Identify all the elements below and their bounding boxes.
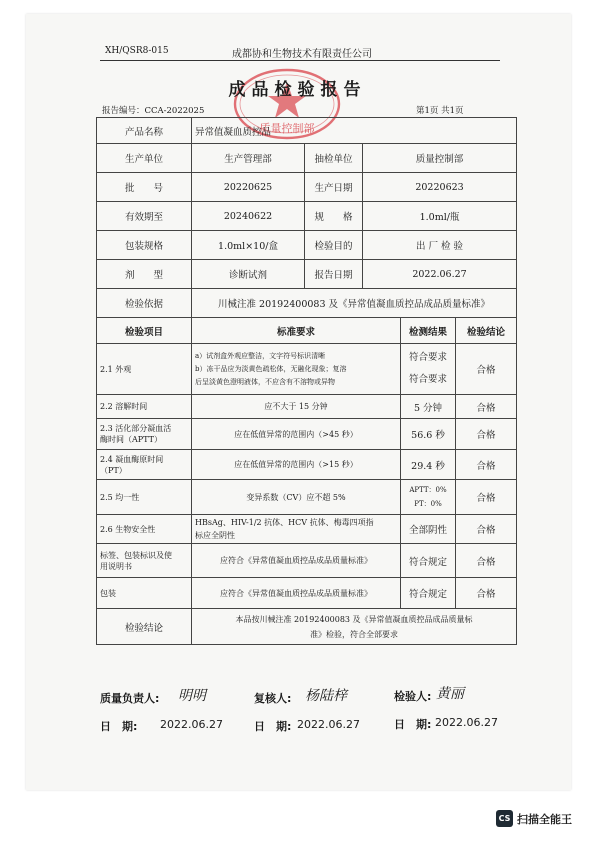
camscanner-app-name: 扫描全能王 [517,813,572,826]
row-label-conclusion: 合格 [456,544,517,578]
row-dissolve-item: 2.2 溶解时间 [97,395,192,419]
report-title: 成品检验报告 [228,80,367,100]
header-divider [100,60,500,61]
col-header-conclusion: 检验结论 [456,318,517,344]
date-value-2: 2022.06.27 [297,718,360,731]
row-dissolve-req: 应不大于 15 分钟 [192,395,401,419]
row-packaging-item: 包装 [97,578,192,609]
final-conclusion-text: 本品按川械注准 20192400083 及《异常值凝血质控品成品质量标 准》检验，符合全部要求 [192,609,517,645]
row-pt-conclusion: 合格 [456,450,517,480]
row-label-req: 应符合《异常值凝血质控品成品质量标准》 [192,544,401,578]
col-header-requirement: 标准要求 [192,318,401,344]
date-value-3: 2022.06.27 [435,716,498,729]
quality-head-label: 质量负责人: [100,692,160,705]
row-biosafety-req: HBsAg、HIV-1/2 抗体、HCV 抗体、梅毒四项指 标应全阴性 [192,515,401,544]
row-appearance-conclusion: 合格 [456,344,517,395]
sampler-label: 抽检单位 [305,144,363,173]
row-uniformity-req: 变异系数（CV）应不超 5% [192,480,401,515]
quality-head-signature: 明明 [178,688,206,704]
form-value: 诊断试剂 [192,260,305,289]
row-biosafety-conclusion: 合格 [456,515,517,544]
row-uniformity-item: 2.5 均一性 [97,480,192,515]
batch-label: 批 号 [97,173,192,202]
date-label-2: 日 期: [254,720,292,733]
purpose-value: 出 厂 检 验 [363,231,517,260]
row-aptt-conclusion: 合格 [456,419,517,450]
camscanner-logo-icon: CS [496,810,513,827]
row-label-res: 符合规定 [401,544,456,578]
basis-value: 川械注准 20192400083 及《异常值凝血质控品成品质量标准》 [192,289,517,318]
row-dissolve-res: 5 分钟 [401,395,456,419]
page-number: 第1页 共1页 [416,106,464,116]
inspection-table [96,117,517,645]
row-aptt-req: 应在低值异常的范围内（>45 秒） [192,419,401,450]
purpose-label: 检验目的 [305,231,363,260]
reviewer-label: 复核人: [254,692,292,705]
pack-spec-value: 1.0ml×10/盒 [192,231,305,260]
product-name-value: 异常值凝血质控品 [192,118,517,144]
row-pt-res: 29.4 秒 [401,450,456,480]
row-biosafety-res: 全部阴性 [401,515,456,544]
pack-spec-label: 包装规格 [97,231,192,260]
col-header-item: 检验项目 [97,318,192,344]
producer-label: 生产单位 [97,144,192,173]
date-value-1: 2022.06.27 [160,718,223,731]
reviewer-signature: 杨陆梓 [305,688,347,704]
row-biosafety-item: 2.6 生物安全性 [97,515,192,544]
row-uniformity-conclusion: 合格 [456,480,517,515]
row-pt-item: 2.4 凝血酶原时间 （PT） [97,450,192,480]
expiry-value: 20240622 [192,202,305,231]
report-date-label: 报告日期 [305,260,363,289]
batch-value: 20220625 [192,173,305,202]
col-header-result: 检测结果 [401,318,456,344]
row-uniformity-res: APTT：0% PT：0% [401,480,456,515]
inspector-label: 检验人: [394,690,432,703]
row-appearance-req: a）试剂盒外观应整洁，文字符号标识清晰 b）冻干品应为淡黄色疏松体，无融化现象；复溶 后呈淡黄色澄明液体，不应含有不溶物或异物 [192,344,401,395]
row-packaging-conclusion: 合格 [456,578,517,609]
final-conclusion-label: 检验结论 [97,609,192,645]
doc-code: XH/QSR8-015 [105,46,169,56]
row-packaging-req: 应符合《异常值凝血质控品成品质量标准》 [192,578,401,609]
company-name: 成都协和生物技术有限责任公司 [232,49,372,60]
date-label-3: 日 期: [394,718,432,731]
prod-date-value: 20220623 [363,173,517,202]
basis-label: 检验依据 [97,289,192,318]
report-number: 报告编号：CCA-2022025 [102,106,205,116]
form-label: 剂 型 [97,260,192,289]
inspector-signature: 黄丽 [436,686,464,702]
row-aptt-res: 56.6 秒 [401,419,456,450]
row-label-item: 标签、包装标识及使 用说明书 [97,544,192,578]
row-dissolve-conclusion: 合格 [456,395,517,419]
row-appearance-item: 2.1 外观 [97,344,192,395]
row-aptt-item: 2.3 活化部分凝血活 酶时间（APTT） [97,419,192,450]
spec-value: 1.0ml/瓶 [363,202,517,231]
row-pt-req: 应在低值异常的范围内（>15 秒） [192,450,401,480]
sampler-value: 质量控制部 [363,144,517,173]
row-packaging-res: 符合规定 [401,578,456,609]
expiry-label: 有效期至 [97,202,192,231]
spec-label: 规 格 [305,202,363,231]
report-date-value: 2022.06.27 [363,260,517,289]
row-appearance-res: 符合要求 符合要求 [401,344,456,395]
product-name-label: 产品名称 [97,118,192,144]
producer-value: 生产管理部 [192,144,305,173]
svg-text:质量控制部: 质量控制部 [259,122,315,135]
prod-date-label: 生产日期 [305,173,363,202]
date-label-1: 日 期: [100,720,138,733]
